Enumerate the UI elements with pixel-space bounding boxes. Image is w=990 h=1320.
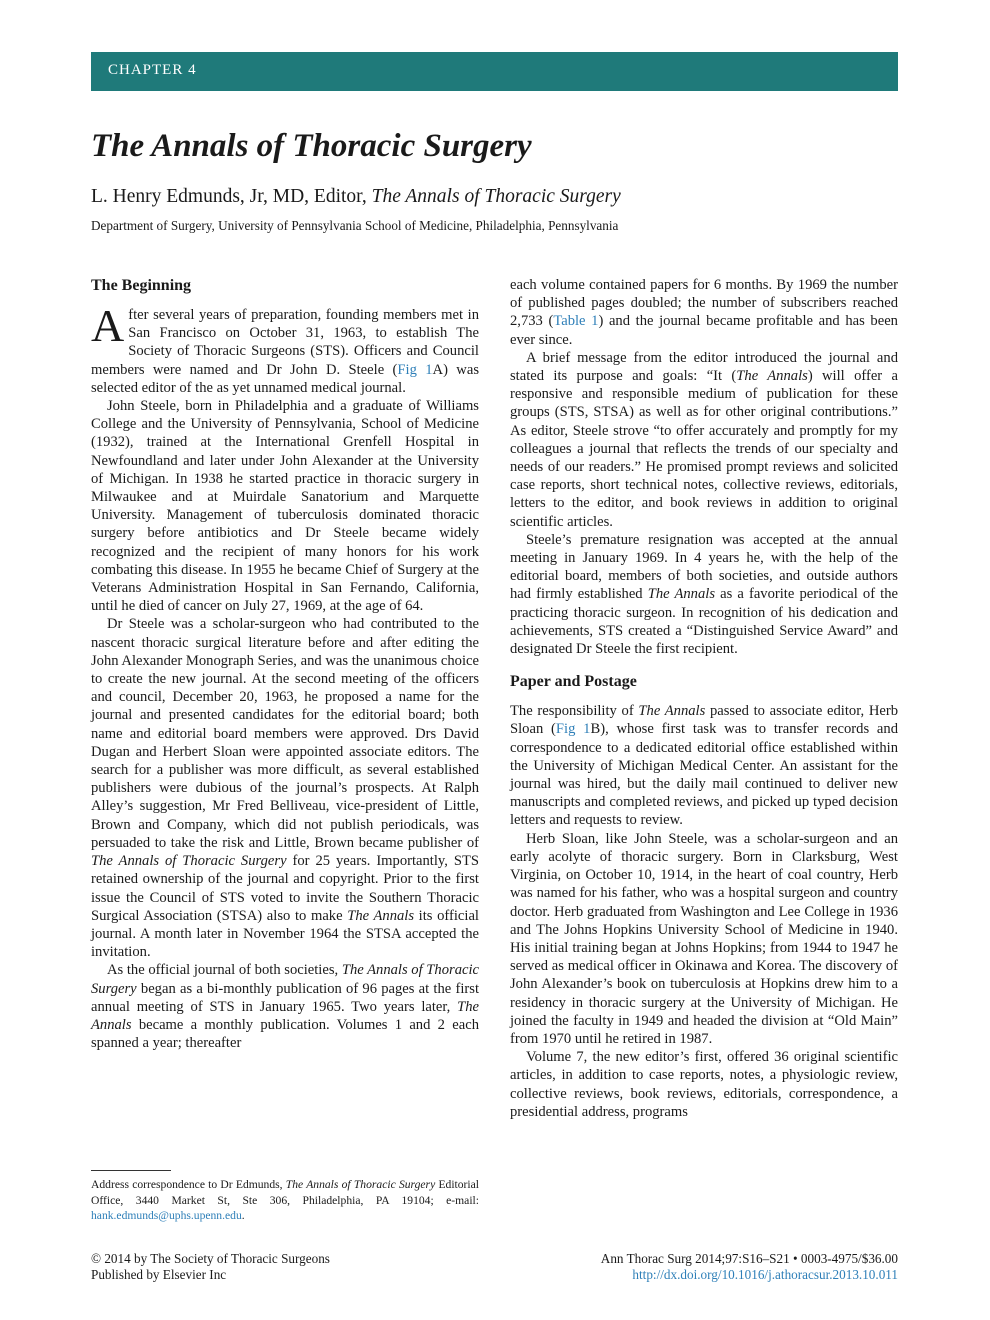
paragraph: John Steele, born in Philadelphia and a graduate of Williams College and the University of Pennsylvania, School of Medicine (1932), trained at the International Grenfell Hospital in Newfoundland and later under John Alexander at the University of Michigan. In 1938 he started practice in thoracic surgery in Milwaukee and at Muirdale Sanatorium and Marquette University. Management of tuberculosis dominated thoracic surgery before antibiotics and Dr Steele became widely recognized and the recipient of many honors for his work combating this disease. In 1955 he became Chief of Surgery at the Veterans Administration Hospital in San Fernando, California, until he died of cancer on July 27, 1969, at the age of 64. — [91, 398, 479, 615]
article-title: The Annals of Thoracic Surgery — [91, 128, 532, 164]
author-journal: The Annals of Thoracic Surgery — [371, 186, 621, 207]
author-name: L. Henry Edmunds, Jr, MD, Editor, — [91, 186, 372, 207]
journal-title: The Annals — [736, 368, 808, 385]
section-heading-beginning: The Beginning — [91, 277, 192, 294]
copyright: © 2014 by The Society of Thoracic Surgeons — [91, 1251, 330, 1266]
text-run: Editorial Office, 3440 Market St, Ste 306, Philadelphia, PA 19104; e-mail: — [91, 1178, 480, 1207]
text-run: A) was selected editor of the as yet unnamed medical journal. — [91, 361, 480, 396]
text-run: ) will offer a responsive and responsible medium of publication for these groups (STS, STSA) as well as for other original contributions.” As editor, Steele strove “to offer accurately and promptly for my colleagues a journal that reflects the trends of our specialty and needs of our readers.” He promised prompt reviews and solicited case reports, short technical notes, collective reviews, editorials, letters to the editor, and book reviews in addition to original scientific articles. — [510, 368, 898, 530]
text-run: each volume contained papers for 6 months. By 1969 the number of published pages doubled; the number of subscribers reached 2,733 ( — [510, 277, 898, 330]
footnote-divider — [91, 1170, 171, 1171]
journal-title: The Annals of Thoracic Surgery — [285, 1178, 436, 1191]
right-column — [510, 276, 898, 1121]
journal-title: The Annals — [347, 907, 415, 924]
paragraph — [91, 615, 479, 961]
text-run: B), whose first task was to transfer records and correspondence to a dedicated editorial office established within the University of Michigan Medical Center. An assistant for the journal was hired, but the daily mail continued to deliver new manuscripts and completed reviews, and picked up typed decision letters and requests to review. — [510, 721, 898, 829]
text-run: ) and the journal became profitable and has been ever since. — [510, 313, 898, 348]
publisher: Published by Elsevier Inc — [91, 1266, 227, 1282]
section-heading-paper-postage: Paper and Postage — [510, 673, 637, 691]
text-run: A brief message from the editor introduced the journal and stated its purpose and goals: “It ( — [510, 349, 898, 385]
drop-cap: A — [91, 300, 125, 351]
text-run: for 25 years. Importantly, STS retained ownership of the journal and copyright. Prior to the first issue the Council of STS voted to invite the Southern Thoracic Surgical Association (STSA) also to make — [91, 853, 479, 924]
affiliation: Department of Surgery, University of Pennsylvania School of Medicine, Philadelphia, Pennsylvania — [91, 218, 619, 233]
correspondence-footnote — [91, 1177, 479, 1224]
footer-left — [91, 1251, 330, 1282]
journal-title: The Annals — [638, 703, 706, 720]
text-run: fter several years of preparation, founding members met in San Francisco on October 31, 1963, to establish The Society of Thoracic Surgeons (STS). Officers and Council members were named and Dr John D. Steele ( — [91, 307, 479, 378]
paragraph — [510, 276, 898, 349]
paragraph — [91, 300, 480, 397]
doi-link[interactable]: http://dx.doi.org/10.1016/j.athoracsur.2013.10.011 — [632, 1266, 898, 1282]
fig1-link[interactable]: Fig 1 — [397, 361, 433, 378]
paragraph: Herb Sloan, like John Steele, was a scholar-surgeon and an early acolyte of thoracic surgery. Born in Clarksburg, West Virginia, on October 10, 1914, in the heart of coal country, Herb was named for his father, who was a hospital surgeon and country doctor. Herb graduated from Washington and Lee College in 1936 and The Johns Hopkins University School of Medicine in 1940. His initial training began at Johns Hopkins; from 1944 to 1947 he served as medical officer in Okinawa and Korea. The discovery of John Alexander’s book on tuberculosis at Hopkins drew him to a residency in thoracic surgery at the University of Michigan. He joined the faculty in 1949 and headed the division at “Old Main” from 1970 until he retired in 1987. — [510, 830, 898, 1047]
text-run: Address correspondence to Dr Edmunds, — [91, 1178, 286, 1191]
text-run: began as a bi-monthly publication of 96 pages at the first annual meeting of STS in January 1965. Two years later, — [91, 980, 479, 1015]
footer-right — [601, 1251, 898, 1282]
journal-title: The Annals — [91, 998, 479, 1033]
journal-title: The Annals of Thoracic Surgery — [91, 962, 479, 997]
text-run: became a monthly publication. Volumes 1 and 2 each spanned a year; thereafter — [91, 1016, 479, 1052]
journal-title: The Annals of Thoracic Surgery — [91, 853, 287, 870]
chapter-banner — [91, 52, 898, 91]
chapter-label: CHAPTER 4 — [108, 62, 197, 78]
fig1-link[interactable]: Fig 1 — [555, 721, 591, 738]
paragraph — [510, 349, 898, 531]
left-column — [91, 276, 479, 1052]
text-run: passed to associate editor, Herb Sloan ( — [510, 703, 898, 738]
text-run: as a favorite periodical of the practicing thoracic surgeon. In recognition of his dedication and achievements, STS created a “Distinguished Service Award” and designated Dr Steele the first recipient. — [510, 586, 898, 658]
text-run: Dr Steele was a scholar-surgeon who had contributed to the nascent thoracic surgical literature before and after editing the John Alexander Monograph Series, and was the unanimous choice to create the new journal. At the second meeting of the officers and council, December 20, 1963, he proposed a name for the journal and presented candidates for the editorial board; both name and editorial board members were approved. Drs David Dugan and Herbert Sloan were appointed associate editors. The search for a publisher was more difficult, as several established publishers were dubious of the journal’s prospects. At Ralph Alley’s suggestion, Mr Fred Belliveau, vice-president of Little, Brown and Company, which did not publish periodicals, was persuaded to take the risk and Little, Brown became publisher of — [91, 616, 479, 851]
text-run: Steele’s premature resignation was accepted at the annual meeting in January 1969. In 4 years he, with the help of the editorial board, members of both societies, and outside authors had firmly established — [510, 531, 898, 603]
journal-title: The Annals — [647, 586, 715, 603]
paragraph — [510, 531, 898, 658]
text-run: The responsibility of — [510, 703, 639, 720]
text-run: As the official journal of both societies, — [107, 962, 342, 979]
paragraph: Volume 7, the new editor’s first, offered 36 original scientific articles, in addition to case reports, notes, a physiologic review, collective reviews, book reviews, editorials, correspondence, a presidential address, programs — [510, 1049, 898, 1120]
email-link[interactable]: hank.edmunds@uphs.upenn.edu — [91, 1209, 242, 1222]
author-line — [91, 186, 621, 208]
table1-link[interactable]: Table 1 — [553, 313, 599, 330]
text-run: . — [241, 1209, 245, 1222]
text-run: its official journal. A month later in November 1964 the STSA accepted the invitation. — [91, 907, 479, 961]
paragraph — [510, 702, 898, 829]
citation: Ann Thorac Surg 2014;97:S16–S21 • 0003-4975/$36.00 — [600, 1251, 898, 1266]
paragraph — [91, 961, 479, 1052]
